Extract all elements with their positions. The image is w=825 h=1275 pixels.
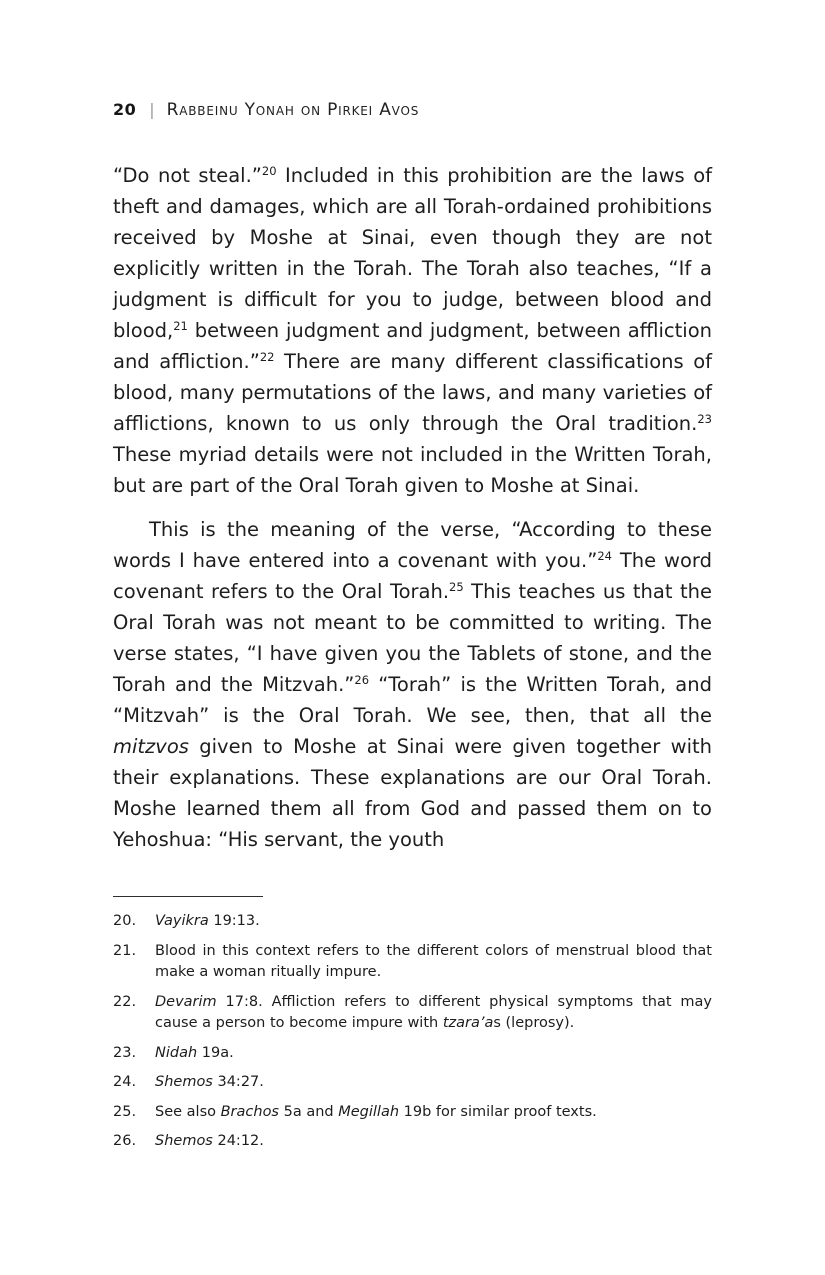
footnote-divider bbox=[113, 896, 263, 897]
footnote-item bbox=[113, 1043, 712, 1065]
footnote-item bbox=[113, 941, 712, 984]
footnote-item bbox=[113, 1072, 712, 1094]
footnote-item bbox=[113, 1102, 712, 1124]
footnote-text: See also Brachos 5a and Megillah 19b for similar proof texts. bbox=[155, 1103, 597, 1120]
header-separator: | bbox=[149, 100, 155, 119]
footnote-item bbox=[113, 911, 712, 933]
page-header bbox=[113, 100, 419, 120]
footnote-text: Nidah 19a. bbox=[155, 1044, 234, 1061]
page-body bbox=[113, 160, 712, 855]
footnote-text: Shemos 34:27. bbox=[155, 1074, 264, 1090]
footnote-number: 26. bbox=[113, 1133, 137, 1149]
footnote-item bbox=[113, 1131, 712, 1153]
footnote-text: Vayikra 19:13. bbox=[155, 913, 260, 929]
footnotes-section bbox=[113, 896, 712, 1161]
page-number: 20 bbox=[113, 100, 137, 119]
paragraph-1: “Do not steal.”$^{20}$ Included in this prohibition are the laws of theft and damages, which are all Torah-ordained prohibitions received by Moshe at Sinai, even though they are not explicitly written in the Torah. The Torah also teaches, “If a judgment is difficult for you to judge, between blood and blood,$^{21}$ between judgment and judgment, between affliction and affliction.”$^{22}$ There are many different classifications of blood, many permutations of the laws, and many varieties of afflictions, known to us only through the Oral tradition.$^{23}$ These myriad details were not included in the Written Torah, but are part of the Oral Torah given to Moshe at Sinai. bbox=[113, 164, 712, 497]
footnote-number: 21. bbox=[113, 942, 137, 959]
footnote-text: Shemos 24:12. bbox=[155, 1133, 264, 1149]
footnote-text: Devarim 17:8. Affliction refers to different physical symptoms that may cause a person to become impure with tzara’as (leprosy). bbox=[155, 993, 712, 1031]
footnote-number: 23. bbox=[113, 1044, 137, 1061]
footnote-number: 25. bbox=[113, 1103, 137, 1120]
book-title: Rabbeinu Yonah on Pirkei Avos bbox=[166, 100, 420, 120]
footnote-text: Blood in this context refers to the different colors of menstrual blood that make a woman ritually impure. bbox=[155, 942, 712, 980]
paragraph-2: This is the meaning of the verse, “According to these words I have entered into a covenant with you.”$^{24}$ The word covenant refers to the Oral Torah.$^{25}$ This teaches us that the Oral Torah was not meant to be committed to writing. The verse states, “I have given you the Tablets of stone, and the Torah and the Mitzvah.”$^{26}$ “Torah” is the Written Torah, and “Mitzvah” is the Oral Torah. We see, then, that all the mitzvos given to Moshe at Sinai were given together with their explanations. These explanations are our Oral Torah. Moshe learned them all from God and passed them on to Yehoshua: “His servant, the youth bbox=[113, 518, 712, 851]
footnote-number: 20. bbox=[113, 913, 137, 929]
footnote-number: 22. bbox=[113, 993, 137, 1010]
footnote-number: 24. bbox=[113, 1074, 137, 1090]
footnote-item bbox=[113, 992, 712, 1035]
